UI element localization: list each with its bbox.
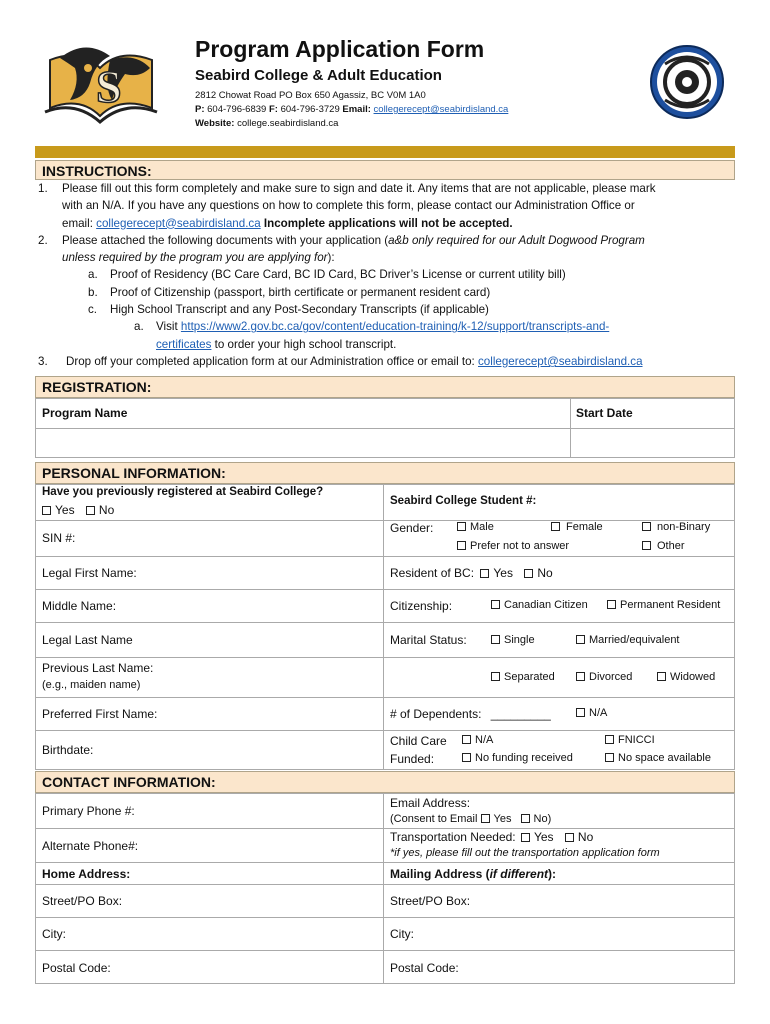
row-line	[35, 730, 735, 731]
resident-yes-label: Yes	[493, 566, 513, 580]
transcripts-suffix: to order your high school transcript.	[211, 337, 397, 351]
female-checkbox[interactable]	[551, 522, 560, 531]
registration-heading: REGISTRATION:	[35, 376, 735, 398]
marital-married	[576, 634, 680, 646]
prev-registered-options	[42, 503, 114, 517]
logo-letter: S	[96, 61, 122, 112]
row-line	[35, 520, 735, 521]
item-1-num: 1.	[38, 182, 48, 195]
transport-yes-label: Yes	[533, 830, 554, 844]
marital-single	[491, 634, 535, 646]
permanent-label: Permanent Resident	[620, 599, 721, 611]
consent-label: (Consent to Email	[390, 813, 478, 825]
marital-status-label: Marital Status:	[390, 633, 467, 647]
consent-yes-label: Yes	[493, 813, 512, 825]
personal-heading: PERSONAL INFORMATION:	[35, 462, 735, 484]
home-address-label: Home Address:	[42, 867, 131, 881]
no-space-label: No space available	[618, 752, 711, 764]
resident-no-label: No	[537, 566, 553, 580]
contact-block	[195, 89, 508, 131]
seabird-college-logo	[40, 38, 162, 126]
item-2-text: Please attached the following documents with your application (	[62, 233, 389, 247]
row-line	[35, 622, 735, 623]
dependents-na-checkbox[interactable]	[576, 708, 585, 717]
row-line	[35, 917, 735, 918]
mailing-post: ):	[548, 867, 557, 881]
item-3-text: Drop off your completed application form at our Administration office or email to:	[66, 354, 478, 368]
no-funding-label: No funding received	[475, 752, 573, 764]
header-email-link[interactable]: collegerecept@seabirdisland.ca	[373, 104, 509, 115]
consent-no-label: No)	[533, 813, 552, 825]
start-date-field[interactable]	[571, 429, 734, 457]
college-name: Seabird College & Adult Education	[195, 67, 442, 84]
prev-no-label: No	[98, 503, 115, 517]
fax: 604-796-3729	[280, 104, 340, 115]
fax-prefix: F:	[268, 104, 278, 115]
program-name-field[interactable]	[36, 429, 569, 457]
row-line	[35, 589, 735, 590]
male-checkbox[interactable]	[457, 522, 466, 531]
item-3-num: 3.	[38, 354, 48, 368]
personal-divider	[383, 484, 384, 770]
dependents-label: # of Dependents:	[390, 707, 482, 721]
gender-label: Gender:	[390, 521, 434, 535]
marital-divorced	[576, 671, 632, 683]
resident-no-checkbox[interactable]	[524, 569, 533, 578]
resident-bc-group	[390, 566, 553, 580]
instructions-email-link[interactable]: collegerecept@seabirdisland.ca	[96, 216, 261, 230]
item-2-italic-cont: unless required by the program you are applying for	[62, 251, 328, 265]
row-line	[35, 828, 735, 829]
prev-no-checkbox[interactable]	[86, 506, 95, 515]
widowed-label: Widowed	[670, 671, 716, 683]
childcare-na	[462, 734, 493, 746]
instructions-heading: INSTRUCTIONS:	[35, 160, 735, 180]
prefer-not-checkbox[interactable]	[457, 541, 466, 550]
sin-label: SIN #:	[42, 531, 76, 545]
website-prefix: Website:	[195, 118, 235, 129]
resident-bc-label: Resident of BC:	[390, 566, 475, 580]
website: college.seabirdisland.ca	[237, 118, 339, 129]
widowed-checkbox[interactable]	[657, 672, 666, 681]
married-checkbox[interactable]	[576, 635, 585, 644]
childcare-na-checkbox[interactable]	[462, 735, 471, 744]
canadian-checkbox[interactable]	[491, 600, 500, 609]
prev-registered-question: Have you previously registered at Seabird College?	[42, 486, 324, 498]
transportation-note: *if yes, please fill out the transportation application form	[390, 847, 660, 859]
visit-prefix: Visit	[156, 320, 181, 334]
row-line	[35, 862, 735, 863]
transportation-label: Transportation Needed:	[390, 830, 516, 844]
prev-yes-label: Yes	[55, 503, 75, 517]
childcare-na-label: N/A	[475, 734, 494, 746]
gender-female	[551, 521, 603, 533]
gender-male	[457, 521, 494, 533]
phone-prefix: P:	[195, 104, 205, 115]
preferred-first-name-label: Preferred First Name:	[42, 707, 158, 721]
dependents-na	[576, 707, 607, 719]
dependents-group	[390, 707, 551, 721]
nonbinary-label: non-Binary	[657, 521, 711, 533]
item-2-italic: a&b only required for our Adult Dogwood Program	[388, 233, 645, 247]
mailing-street-label: Street/PO Box:	[390, 894, 471, 908]
gender-prefer-not	[457, 540, 569, 552]
previous-last-name-label: Previous Last Name:	[42, 661, 154, 675]
childcare-label-2: Funded:	[390, 752, 435, 766]
instructions-list	[38, 180, 728, 370]
email-address-label: Email Address:	[390, 796, 471, 810]
married-label: Married/equivalent	[589, 634, 680, 646]
mailing-pre: Mailing Address (	[390, 867, 490, 881]
row-line	[35, 657, 735, 658]
email-prefix: Email:	[342, 104, 371, 115]
address: 2812 Chowat Road PO Box 650 Agassiz, BC V0M 1A0	[195, 90, 426, 101]
dependents-blank[interactable]: _________	[490, 707, 551, 721]
canadian-label: Canadian Citizen	[504, 599, 588, 611]
single-checkbox[interactable]	[491, 635, 500, 644]
contact-table	[35, 793, 735, 984]
childcare-nospace	[605, 752, 711, 764]
permanent-checkbox[interactable]	[607, 600, 616, 609]
doc-b-text: Proof of Citizenship (passport, birth certificate or permanent resident card)	[110, 285, 491, 299]
divorced-label: Divorced	[589, 671, 633, 683]
female-label: Female	[566, 521, 603, 533]
gender-other	[642, 540, 685, 552]
dropoff-email-link[interactable]: collegerecept@seabirdisland.ca	[478, 354, 643, 368]
alternate-phone-label: Alternate Phone#:	[42, 839, 139, 853]
citizenship-label: Citizenship:	[390, 599, 453, 613]
page-title: Program Application Form	[195, 36, 485, 62]
row-line	[35, 697, 735, 698]
consent-no-checkbox[interactable]	[521, 814, 530, 823]
row-line	[35, 556, 735, 557]
nonbinary-checkbox[interactable]	[642, 522, 651, 531]
sub-a-num: a.	[134, 320, 144, 334]
item-1-email-prefix: email:	[62, 216, 97, 230]
contact-heading: CONTACT INFORMATION:	[35, 771, 735, 793]
citizen-permanent	[607, 599, 720, 611]
doc-a-text: Proof of Residency (BC Care Card, BC ID Card, BC Driver’s License or current utility bill)	[110, 268, 566, 282]
doc-c-text: High School Transcript and any Post-Secondary Transcripts (if applicable)	[110, 303, 489, 317]
other-label: Other	[657, 540, 685, 552]
incomplete-warning: Incomplete applications will not be accepted.	[260, 216, 513, 230]
resident-yes-checkbox[interactable]	[480, 569, 489, 578]
childcare-label-1: Child Care	[390, 734, 447, 748]
doc-a-num: a.	[88, 268, 98, 282]
consent-yes-checkbox[interactable]	[481, 814, 490, 823]
divorced-checkbox[interactable]	[576, 672, 585, 681]
row-line	[35, 950, 735, 951]
legal-first-name-label: Legal First Name:	[42, 566, 137, 580]
single-label: Single	[504, 634, 535, 646]
home-city-label: City:	[42, 927, 66, 941]
item-1-line-1: Please fill out this form completely and make sure to sign and date it. Any items that are not applicable, please mark	[62, 182, 656, 195]
fnicci-checkbox[interactable]	[605, 735, 614, 744]
email-consent-group	[390, 813, 551, 825]
citizen-canadian	[491, 599, 588, 611]
contact-divider	[383, 793, 384, 984]
legal-last-name-label: Legal Last Name	[42, 633, 133, 647]
prev-yes-checkbox[interactable]	[42, 506, 51, 515]
transport-yes-checkbox[interactable]	[521, 833, 530, 842]
childcare-fnicci	[605, 734, 655, 746]
doc-b-num: b.	[88, 285, 98, 299]
home-postal-label: Postal Code:	[42, 961, 111, 975]
transportation-group	[390, 830, 593, 844]
row-line	[35, 884, 735, 885]
dependents-na-label: N/A	[589, 707, 608, 719]
other-checkbox[interactable]	[642, 541, 651, 550]
mailing-address-label	[390, 867, 556, 881]
male-label: Male	[470, 521, 494, 533]
item-2-close: ):	[327, 251, 335, 265]
transcripts-link-cont[interactable]: certificates	[156, 337, 212, 351]
transport-no-label: No	[577, 830, 594, 844]
doc-c-num: c.	[88, 303, 98, 317]
home-street-label: Street/PO Box:	[42, 894, 123, 908]
phone: 604-796-6839	[207, 104, 267, 115]
gold-divider	[35, 146, 735, 158]
marital-separated	[491, 671, 555, 683]
birthdate-label: Birthdate:	[42, 743, 94, 757]
maiden-name-hint: (e.g., maiden name)	[42, 679, 141, 691]
personal-table	[35, 484, 735, 770]
separated-checkbox[interactable]	[491, 672, 500, 681]
transport-no-checkbox[interactable]	[565, 833, 574, 842]
mailing-postal-label: Postal Code:	[390, 961, 459, 975]
separated-label: Separated	[504, 671, 555, 683]
program-name-label: Program Name	[42, 406, 128, 420]
mailing-city-label: City:	[390, 927, 414, 941]
item-2-num: 2.	[38, 233, 48, 247]
start-date-label: Start Date	[576, 406, 633, 420]
middle-name-label: Middle Name:	[42, 599, 117, 613]
fnicci-label: FNICCI	[618, 734, 655, 746]
student-number-label: Seabird College Student #:	[390, 495, 537, 507]
gender-nonbinary	[642, 521, 710, 533]
no-funding-checkbox[interactable]	[462, 753, 471, 762]
mailing-italic: if different	[489, 867, 549, 881]
marital-widowed	[657, 671, 715, 683]
no-space-checkbox[interactable]	[605, 753, 614, 762]
childcare-nofund	[462, 752, 573, 764]
prefer-not-label: Prefer not to answer	[470, 540, 570, 552]
transcripts-link[interactable]: https://www2.gov.bc.ca/gov/content/education-training/k-12/support/transcripts-and-	[180, 320, 610, 334]
primary-phone-label: Primary Phone #:	[42, 804, 135, 818]
seabird-island-emblem	[650, 42, 725, 122]
item-1-line-2: with an N/A. If you have any questions on how to complete this form, please contact our Administration Office or	[62, 199, 635, 213]
